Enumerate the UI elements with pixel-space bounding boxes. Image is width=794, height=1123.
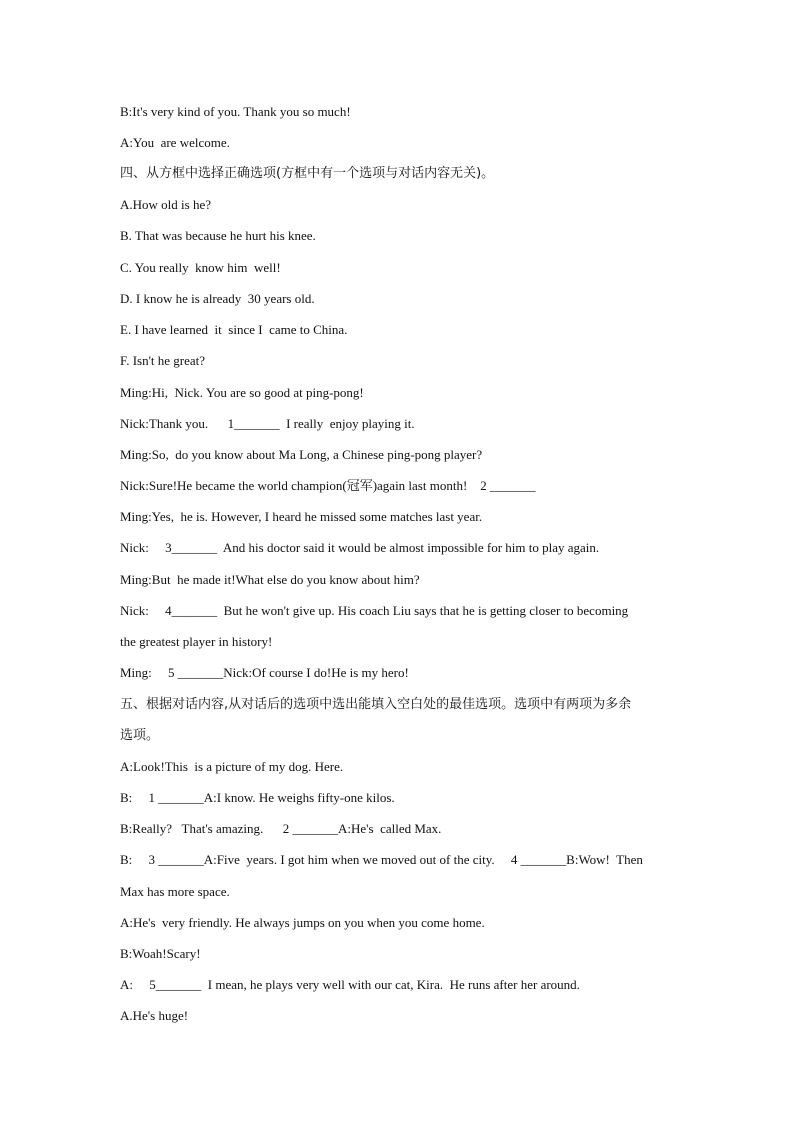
dialogue-line: Ming:But he made it!What else do you know about him? (120, 572, 420, 587)
dialogue-line: B:It's very kind of you. Thank you so much! (120, 104, 351, 119)
dialogue-line: Ming:Yes, he is. However, I heard he missed some matches last year. (120, 509, 483, 524)
dialogue-line: B: 1 _______A:I know. He weighs fifty-one kilos. (120, 790, 395, 805)
dialogue-line: Ming: 5 _______Nick:Of course I do!He is my hero! (120, 665, 409, 680)
dialogue-line: Ming:Hi, Nick. You are so good at ping-pong! (120, 385, 364, 400)
section-heading: 四、从方框中选择正确选项(方框中有一个选项与对话内容无关)。 (120, 166, 495, 181)
option-item: F. Isn't he great? (120, 353, 206, 368)
dialogue-line: Ming:So, do you know about Ma Long, a Chinese ping-pong player? (120, 447, 483, 462)
dialogue-line: B:Woah!Scary! (120, 946, 201, 961)
section-heading: 五、根据对话内容,从对话后的选项中选出能填入空白处的最佳选项。选项中有两项为多余 (120, 697, 632, 712)
option-item: C. You really know him well! (120, 260, 281, 275)
dialogue-line: Nick:Thank you. 1_______ I really enjoy playing it. (120, 416, 415, 431)
dialogue-line: Nick:Sure!He became the world champion(冠军)again last month! 2 _______ (120, 478, 536, 493)
dialogue-line: B: 3 _______A:Five years. I got him when we moved out of the city. 4 _______B:Wow! Then (120, 852, 643, 867)
dialogue-line: Nick: 3_______ And his doctor said it would be almost impossible for him to play again. (120, 540, 600, 555)
option-item: A.He's huge! (120, 1008, 189, 1023)
dialogue-line: B:Really? That's amazing. 2 _______A:He's called Max. (120, 821, 442, 836)
option-item: E. I have learned it since I came to China. (120, 322, 348, 337)
dialogue-line: A:He's very friendly. He always jumps on you when you come home. (120, 915, 485, 930)
dialogue-line: A:You are welcome. (120, 135, 230, 150)
dialogue-line: Max has more space. (120, 884, 230, 899)
dialogue-line: the greatest player in history! (120, 634, 273, 649)
option-item: D. I know he is already 30 years old. (120, 291, 315, 306)
option-item: B. That was because he hurt his knee. (120, 228, 316, 243)
option-item: A.How old is he? (120, 197, 211, 212)
section-heading: 选项。 (120, 728, 160, 743)
dialogue-line: Nick: 4_______ But he won't give up. His coach Liu says that he is getting closer to becoming (120, 603, 629, 618)
dialogue-line: A: 5_______ I mean, he plays very well with our cat, Kira. He runs after her around. (120, 977, 580, 992)
dialogue-line: A:Look!This is a picture of my dog. Here. (120, 759, 344, 774)
